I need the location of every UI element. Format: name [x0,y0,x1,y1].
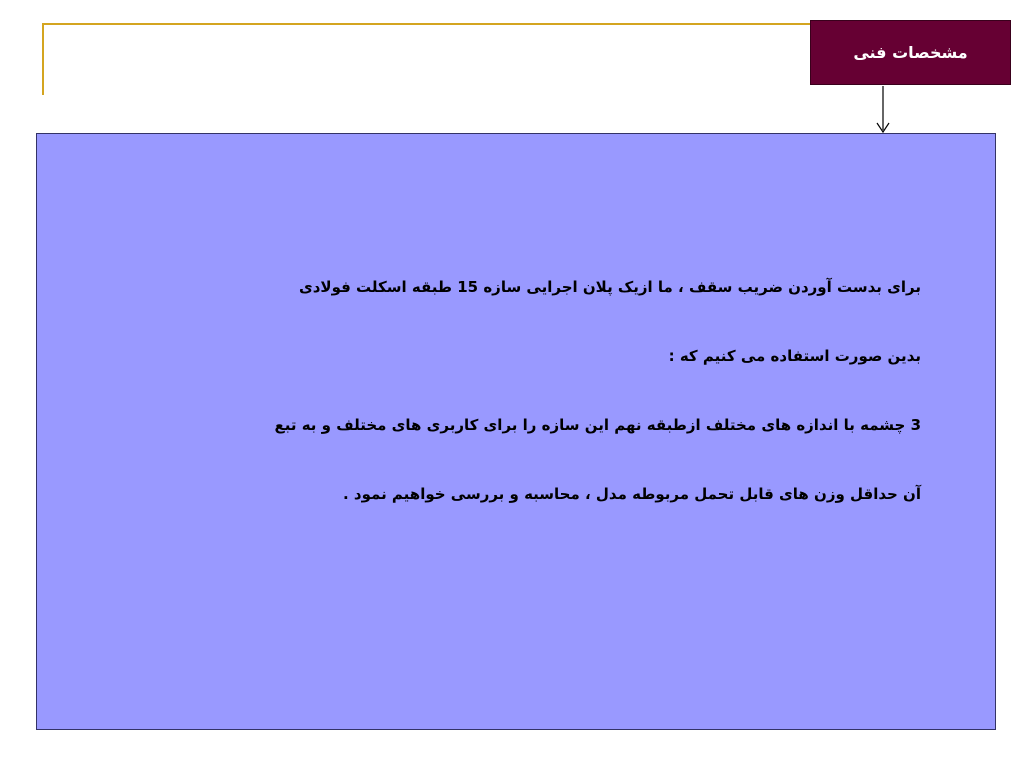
decorative-frame-left-line [42,23,44,95]
body-line-1: برای بدست آوردن ضریب سقف ، ما ازیک پلان اجرایی سازه 15 طبقه اسکلت فولادی [298,278,921,296]
down-arrow-icon [874,86,892,134]
content-box [36,133,996,730]
body-line-2: بدین صورت استفاده می کنیم که : [668,347,921,365]
slide-title: مشخصات فنی [853,43,968,62]
title-box [810,20,1011,85]
decorative-frame-top-line [42,23,812,25]
body-paragraph [261,270,921,546]
body-line-3: 3 چشمه با اندازه های مختلف ازطبقه نهم این سازه را برای کاربری های مختلف و به تبع [274,416,921,434]
body-line-4: آن حداقل وزن های قابل تحمل مربوطه مدل ، محاسبه و بررسی خواهیم نمود . [342,485,921,503]
